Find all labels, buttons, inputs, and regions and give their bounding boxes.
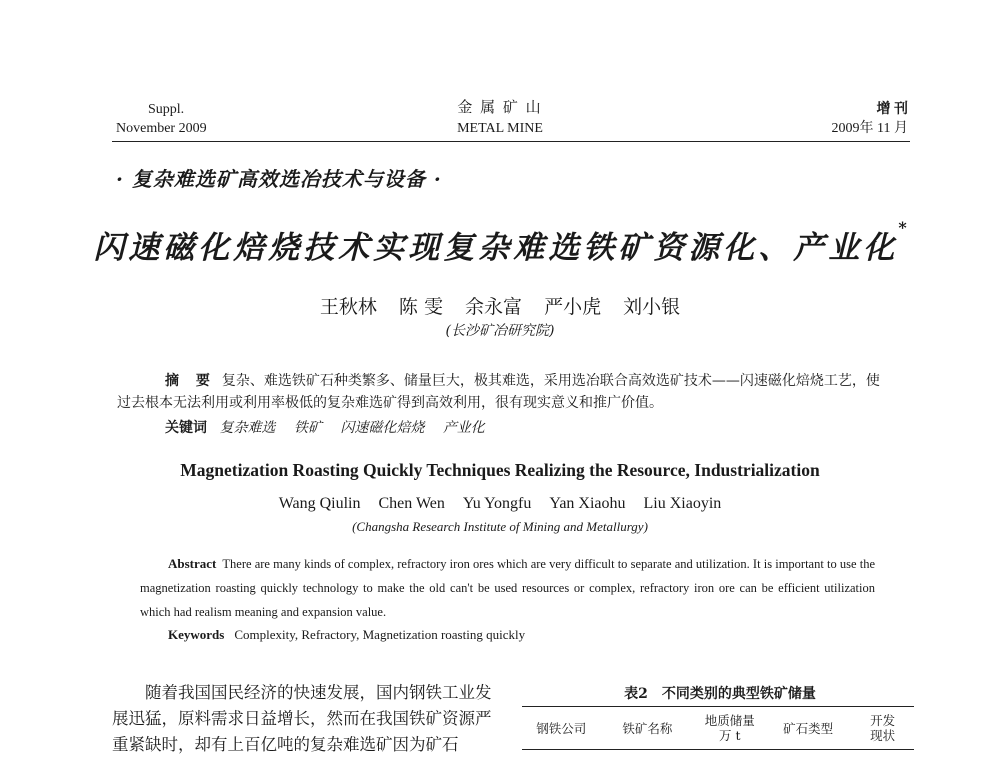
author-cn: 严小虎	[544, 296, 602, 318]
keywords-en-label: Keywords	[168, 627, 225, 642]
authors-en	[0, 495, 1000, 513]
reserves-table	[522, 706, 914, 750]
header-journal-name-cn: 金 属 矿 山	[457, 100, 543, 116]
affiliation-cn: (长沙矿冶研究院)	[445, 323, 555, 339]
header-line: 地质储量	[704, 713, 755, 728]
table-header-cell	[694, 707, 765, 750]
abstract-cn	[117, 370, 887, 414]
header-journal-name-en: METAL MINE	[457, 121, 543, 136]
author-en: Chen Wen	[378, 495, 445, 512]
author-en: Yan Xiaohu	[549, 495, 626, 512]
header-line-unit: 万 t	[718, 728, 741, 743]
table-caption-text: 不同类别的典型铁矿储量	[661, 686, 816, 702]
keywords-en-text: Complexity, Refractory, Magnetization roasting quickly	[234, 627, 526, 642]
header-suppl-cn: 增 刊	[876, 102, 908, 117]
keywords-cn-label: 关键词	[165, 420, 207, 436]
keyword-cn: 复杂难选	[219, 420, 276, 436]
title-cn-text: 闪速磁化焙烧技术实现复杂难选铁矿资源化、产业化	[93, 230, 899, 266]
abstract-en-text: There are many kinds of complex, refractory iron ores which are very difficult to separate and utilization. It is important to use the magnetization roasting quickly technology to make the old can't be used resources or complex, refractory iron ore can be efficient utilization which had realism meaning and expansion value.	[140, 557, 875, 619]
author-en: Wang Qiulin	[278, 495, 361, 512]
author-en: Yu Yongfu	[462, 495, 532, 512]
abstract-en	[140, 552, 875, 624]
keyword-cn: 铁矿	[293, 420, 322, 436]
section-tag: · 复杂难选矿高效选冶技术与设备 ·	[116, 167, 442, 191]
table-caption-number: 表2	[624, 686, 648, 702]
header-date-cn: 2009年 11 月	[831, 121, 908, 136]
abstract-en-label: Abstract	[168, 556, 217, 571]
title-cn	[0, 218, 1000, 267]
authors-cn	[0, 292, 1000, 319]
header-line: 钢铁公司	[536, 720, 587, 736]
author-cn: 余永富	[465, 296, 523, 318]
keywords-en	[168, 627, 525, 643]
header-line: 铁矿名称	[622, 720, 673, 736]
author-cn: 陈 雯	[398, 296, 443, 318]
table-header-cell	[765, 707, 851, 750]
abstract-cn-text: 复杂、难选铁矿石种类繁多、储量巨大，极其难选，采用选冶联合高效选矿技术——闪速磁化焙烧工艺，使过去根本无法利用或利用率极低的复杂难选矿得到高效利用，很有现实意义和推广价值。	[117, 373, 880, 411]
keyword-cn: 闪速磁化焙烧	[340, 420, 425, 436]
header-journal-suppl: Suppl.	[148, 102, 185, 117]
table-caption	[520, 683, 920, 703]
body-paragraph: 随着我国国民经济的快速发展，国内钢铁工业发展迅猛，原料需求日益增长，然而在我国铁矿资源严重紧缺时，却有上百亿吨的复杂难选矿因为矿石	[112, 683, 492, 754]
author-cn: 王秋林	[319, 296, 377, 318]
header-line: 矿石类型	[783, 720, 834, 736]
title-en: Magnetization Roasting Quickly Techniques Realizing the Resource, Industrialization	[180, 460, 820, 480]
table-header-cell	[851, 707, 914, 750]
affiliation-en: (Changsha Research Institute of Mining and Metallurgy)	[352, 519, 648, 534]
author-cn: 刘小银	[623, 296, 681, 318]
author-en: Liu Xiaoyin	[643, 495, 722, 512]
title-cn-footnote-mark: *	[898, 218, 907, 237]
keyword-cn: 产业化	[442, 420, 485, 436]
body-column-left	[112, 680, 497, 758]
table-header-cell	[600, 707, 694, 750]
header-line: 开发	[870, 713, 896, 728]
abstract-cn-label: 摘 要	[165, 373, 216, 389]
header-date-en: November 2009	[116, 121, 207, 136]
header-line: 现状	[870, 728, 896, 743]
table-header-cell	[522, 707, 600, 750]
table-header-row	[522, 707, 914, 750]
table	[522, 706, 914, 750]
keywords-cn	[165, 417, 499, 437]
header-rule	[112, 141, 910, 142]
